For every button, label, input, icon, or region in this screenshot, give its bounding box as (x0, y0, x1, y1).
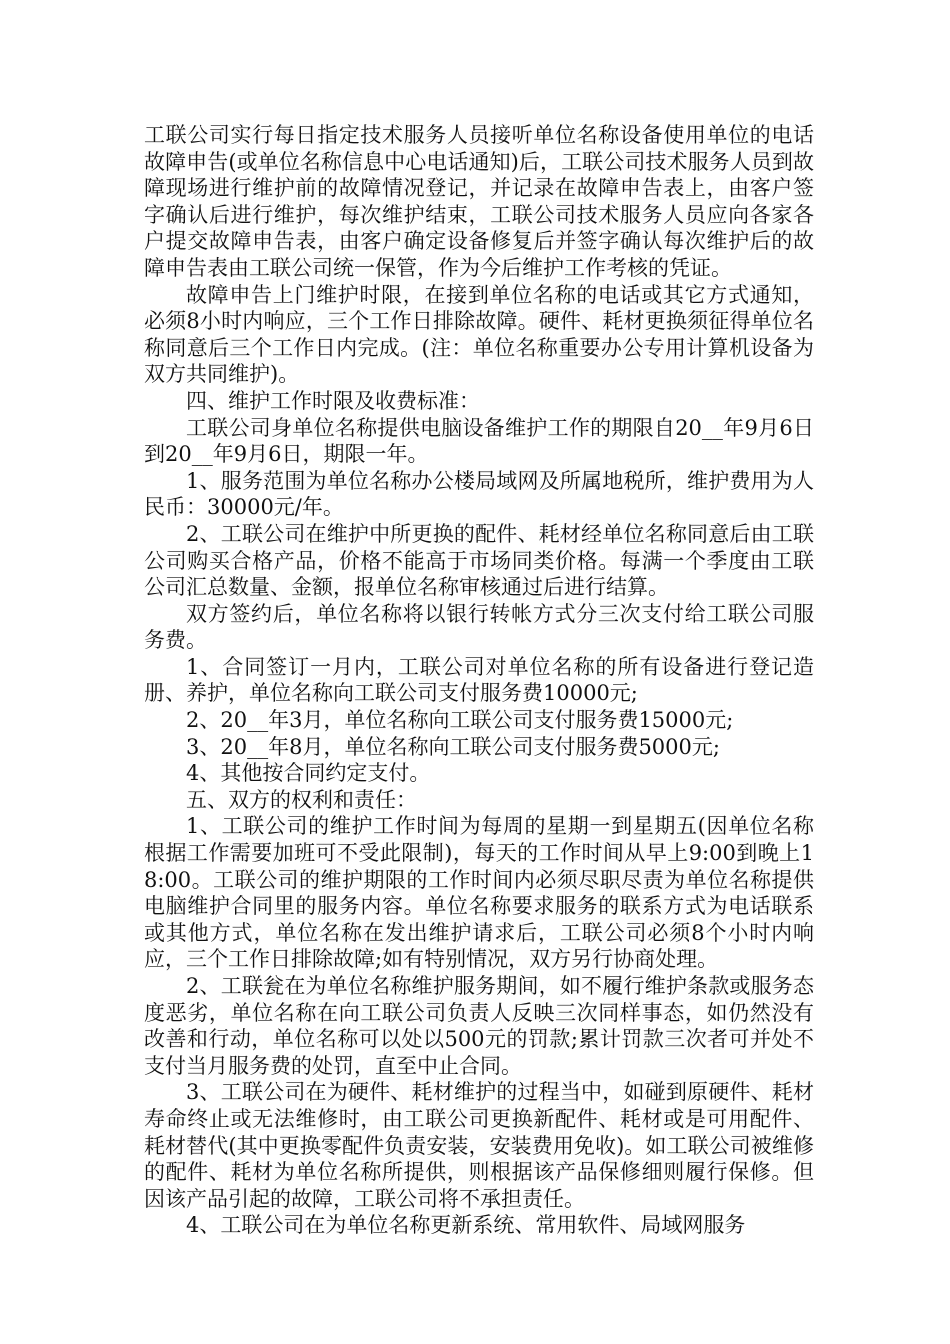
paragraph-rights-3: 3、工联公司在为硬件、耗材维护的过程当中，如碰到原硬件、耗材寿命终止或无法维修时，由工联公司更换新配件、耗材或是可用配件、耗材替代(其中更换零配件负责安装，安装费用免收)。如工联公司被维修的配件、耗材为单位名称所提供，则根据该产品保修细则履行保修。但因该产品引起的故障，工联公司将不承担责任。 (144, 1080, 814, 1211)
paragraph-payment-3: 3、20__年8月，单位名称向工联公司支付服务费5000元; (186, 734, 720, 759)
paragraph-payment-1: 1、合同签订一月内，工联公司对单位名称的所有设备进行登记造册、养护，单位名称向工联公司支付服务费10000元; (144, 654, 814, 706)
paragraph-rights-2: 2、工联瓮在为单位名称维护服务期间，如不履行维护条款或服务态度恶劣，单位名称在向工联公司负责人反映三次同样事态，如仍然没有改善和行动，单位名称可以处以500元的罚款;累计罚款三次者可并处不支付当月服务费的处罚，直至中止合同。 (144, 974, 814, 1078)
paragraph-payment-method: 双方签约后，单位名称将以银行转帐方式分三次支付给工联公司服务费。 (144, 601, 814, 653)
paragraph-service-period: 工联公司身单位名称提供电脑设备维护工作的期限自20__年9月6日到20__年9月6日，期限一年。 (144, 415, 814, 467)
paragraph-rights-1: 1、工联公司的维护工作时间为每周的星期一到星期五(因单位名称根据工作需要加班可不受此限制)，每天的工作时间从早上9:00到晚上18:00。工联公司的维护期限的工作时间内必须尽职尽责为单位名称提供电脑维护合同里的服务内容。单位名称要求服务的联系方式为电话联系或其他方式，单位名称在发出维护请求后，工联公司必须8个小时内响应，三个工作日排除故障;如有特别情况，双方另行协商处理。 (144, 814, 814, 972)
paragraph-rights-4: 4、工联公司在为单位名称更新系统、常用软件、局域网服务 (186, 1213, 746, 1238)
paragraph-payment-4: 4、其他按合同约定支付。 (186, 761, 431, 786)
paragraph-response-time-limit: 故障申告上门维护时限，在接到单位名称的电话或其它方式通知，必须8小时内响应，三个工作日排除故障。硬件、耗材更换须征得单位名称同意后三个工作日内完成。(注：单位名称重要办公专用计算机设备为双方共同维护)。 (144, 282, 814, 387)
section-heading-4: 四、维护工作时限及收费标准： (186, 388, 480, 413)
section-heading-5: 五、双方的权利和责任： (186, 787, 417, 812)
paragraph-parts-purchase: 2、工联公司在维护中所更换的配件、耗材经单位名称同意后由工联公司购买合格产品，价格不能高于市场同类价格。每满一个季度由工联公司汇总数量、金额，报单位名称审核通过后进行结算。 (144, 521, 814, 600)
paragraph-payment-2: 2、20__年3月，单位名称向工联公司支付服务费15000元; (186, 708, 734, 733)
paragraph-service-scope-fee: 1、服务范围为单位名称办公楼局域网及所属地税所，维护费用为人民币：30000元/年。 (144, 468, 814, 520)
paragraph-fault-report-procedure: 工联公司实行每日指定技术服务人员接听单位名称设备使用单位的电话故障申告(或单位名称信息中心电话通知)后，工联公司技术服务人员到故障现场进行维护前的故障情况登记，并记录在故障申告表上，由客户签字确认后进行维护，每次维护结束，工联公司技术服务人员应向各家各户提交故障申告表，由客户确定设备修复后并签字确认每次维护后的故障申告表由工联公司统一保管，作为今后维护工作考核的凭证。 (144, 123, 814, 280)
document-body (144, 122, 814, 1239)
